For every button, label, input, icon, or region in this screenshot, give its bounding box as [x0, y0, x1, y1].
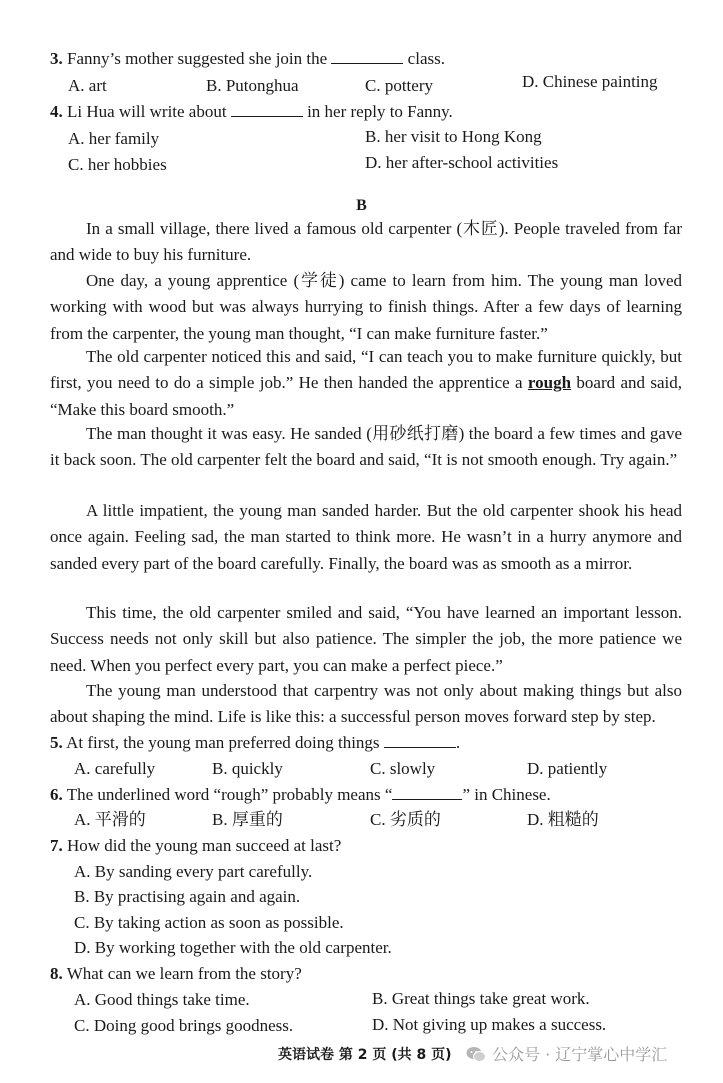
watermark-text: 公众号 · 辽宁掌心中学汇 — [492, 1045, 668, 1064]
paragraph-text: board and said, “Make this board smooth.” — [50, 373, 682, 419]
answer-blank — [331, 48, 403, 64]
passage-paragraph-3 — [50, 344, 682, 423]
wechat-icon — [466, 1045, 486, 1071]
option-d: D. 粗糙的 — [527, 810, 599, 829]
question-number: 6. — [50, 785, 63, 804]
question-number: 4. — [50, 102, 63, 121]
option-b: B. her visit to Hong Kong — [365, 127, 542, 146]
option-d: D. her after-school activities — [365, 153, 559, 172]
option-c: C. her hobbies — [68, 155, 167, 174]
passage-paragraph-1: In a small village, there lived a famous old carpenter (木匠). People traveled from far and wide to buy his furniture. — [50, 219, 682, 265]
option-c: C. Doing good brings goodness. — [74, 1016, 294, 1035]
option-a: A. Good things take time. — [74, 990, 250, 1009]
option-c: C. By taking action as soon as possible. — [74, 913, 344, 932]
question-5-stem — [50, 730, 460, 756]
question-3-stem — [50, 46, 445, 72]
passage-paragraph-7: The young man understood that carpentry was not only about making things but also about shaping the mind. Life is like this: a successful person moves forward step by step. — [50, 681, 682, 727]
question-4-stem — [50, 99, 453, 125]
page-info: 英语试卷 第 2 页 (共 8 页) — [278, 1047, 452, 1063]
option-a: A. art — [68, 76, 107, 95]
option-c: C. pottery — [365, 76, 433, 95]
passage-paragraph-2: One day, a young apprentice (学徒) came to learn from him. The young man loved working with wood but was always hurrying to finish things. After a few days of learning from the carpenter, the young man thought, “I can make furniture faster.” — [50, 271, 682, 343]
question-number: 8. — [50, 964, 63, 983]
option-a: A. 平滑的 — [74, 810, 146, 829]
option-a: A. carefully — [74, 759, 156, 778]
option-c: C. slowly — [370, 759, 436, 778]
passage-paragraph-6: This time, the old carpenter smiled and said, “You have learned an important lesson. Success needs not only skill but also patience. The simpler the job, the more patience we need. When you perfect every part, you can make a perfect piece.” — [50, 603, 682, 675]
underlined-word: rough — [527, 373, 572, 393]
question-6-stem — [50, 782, 551, 808]
option-d: D. Chinese painting — [522, 72, 658, 91]
passage-paragraph-5: A little impatient, the young man sanded harder. But the old carpenter shook his head once again. Feeling sad, the man started to think more. He wasn’t in a hurry anymore and sanded every part of the board carefully. Finally, the board was as smooth as a mirror. — [50, 501, 682, 573]
question-7-stem — [50, 833, 341, 859]
paragraph-text: The old carpenter noticed this and said, “I can teach you to make furniture quickly, but first, you need to do a simple job.” He then handed the apprentice a — [50, 347, 682, 393]
answer-blank — [231, 101, 303, 117]
option-d: D. By working together with the old carpenter. — [74, 938, 392, 957]
option-a: A. By sanding every part carefully. — [74, 862, 313, 881]
option-d: D. Not giving up makes a success. — [372, 1015, 607, 1034]
passage-paragraph-4: The man thought it was easy. He sanded (用砂纸打磨) the board a few times and gave it back soon. The old carpenter felt the board and said, “It is not smooth enough. Try again.” — [50, 424, 682, 470]
stem-text: class. — [407, 49, 445, 68]
option-d: D. patiently — [527, 759, 608, 778]
stem-text: How did the young man succeed at last? — [67, 836, 342, 855]
option-b: B. By practising again and again. — [74, 887, 301, 906]
stem-text: ” in Chinese. — [462, 785, 551, 804]
question-8-stem — [50, 961, 302, 987]
stem-text: Li Hua will write about — [67, 102, 227, 121]
option-b: B. Putonghua — [206, 76, 299, 95]
answer-blank — [392, 784, 462, 800]
stem-text: The underlined word “rough” probably means “ — [66, 785, 393, 804]
section-heading: B — [356, 197, 367, 214]
option-c: C. 劣质的 — [370, 810, 441, 829]
option-b: B. quickly — [212, 759, 283, 778]
stem-text: What can we learn from the story? — [66, 964, 302, 983]
stem-text: At first, the young man preferred doing things — [66, 733, 380, 752]
question-number: 5. — [50, 733, 63, 752]
stem-text: Fanny’s mother suggested she join the — [67, 49, 328, 68]
option-b: B. 厚重的 — [212, 810, 283, 829]
stem-text: . — [455, 733, 461, 752]
stem-text: in her reply to Fanny. — [307, 102, 453, 121]
watermark — [466, 1042, 667, 1071]
answer-blank — [384, 732, 456, 748]
option-a: A. her family — [68, 129, 160, 148]
question-number: 3. — [50, 49, 63, 68]
question-number: 7. — [50, 836, 63, 855]
option-b: B. Great things take great work. — [372, 989, 590, 1008]
